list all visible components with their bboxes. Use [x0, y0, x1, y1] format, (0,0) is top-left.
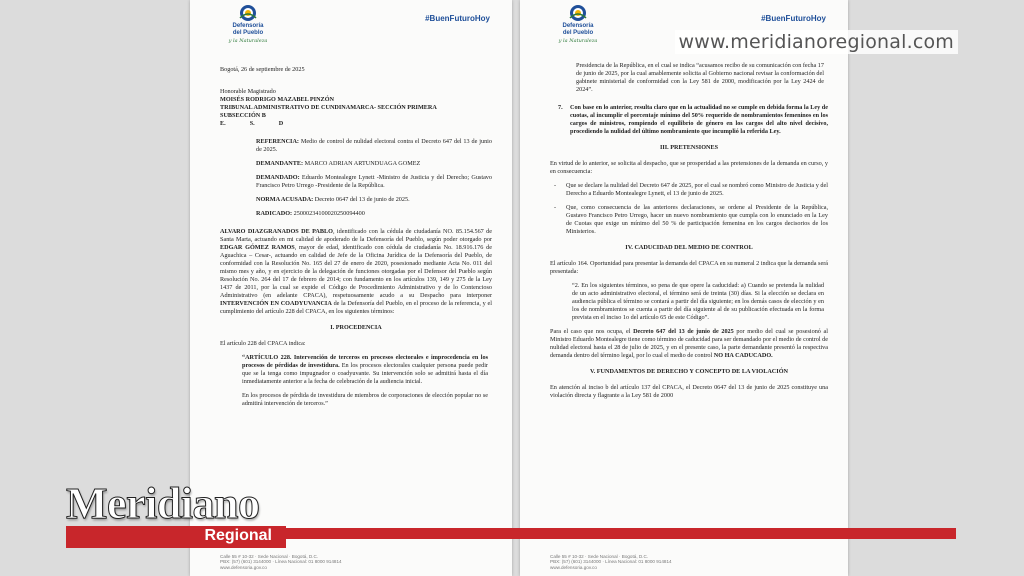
- letter-body: [190, 66, 512, 408]
- footer-line: PBX: (57) (601) 3144000 · Línea Nacional: 01 8000 914814: [220, 559, 342, 564]
- logo-name-line2: del Pueblo: [232, 30, 264, 36]
- item-text: Con base en lo anterior, resulta claro que en la actualidad no se cumple en debida forma la Ley de cuotas, al incumplir el porcentaje mínimo del 50% requerido de nombramientos femeninos en los cargos de ministros, rompiendo el equilibrio de género en los cargos del alto nivel decisivo, procediendo la nulidad del último nombramiento que incumplió la referida Ley.: [570, 104, 828, 135]
- page-header: [190, 0, 512, 52]
- numbered-item-7: [550, 104, 828, 136]
- demandante-field: [256, 160, 492, 168]
- footer-line: Calle 55 # 10-32 · Sede Nacional · Bogotá, D.C.: [220, 553, 319, 559]
- footer-line: www.defensoria.gov.co: [220, 564, 267, 570]
- logo-subtitle: y la Naturaleza: [558, 38, 598, 44]
- brand-subtitle: Regional: [204, 527, 272, 544]
- reference-field: [256, 138, 492, 154]
- bullet-dash: -: [554, 182, 557, 189]
- addressee-line: Honorable Magistrado: [220, 88, 276, 95]
- case-conclusion: NO HA CADUCADO.: [713, 352, 773, 359]
- footer-line: Calle 55 # 10-32 · Sede Nacional · Bogotá, D.C.: [550, 553, 649, 559]
- hashtag: #BuenFuturoHoy: [425, 14, 490, 23]
- radicado-text: 25000234100020250094400: [292, 210, 365, 217]
- bullet-dash: -: [554, 204, 557, 211]
- logo-name-line1: Defensoría: [232, 23, 264, 29]
- document-page-right: [520, 0, 848, 576]
- esd-s: S.: [249, 120, 255, 127]
- demandado-field: [256, 174, 492, 190]
- esd-d: D: [278, 120, 284, 127]
- logo-name-line1: Defensoría: [562, 23, 594, 29]
- pretension-text: Que, como consecuencia de las anteriores declaraciones, se ordene al Presidente de la República, Gustavo Francisco Petro Urrego, hacer un nuevo nombramiento que cumpla con lo enunciado en la Ley de Cuotas que exige un mínimo del 50 % de participación femenina en los cargos decisorios de los Ministerios.: [566, 204, 828, 235]
- brand-name: Meridiano: [66, 479, 260, 528]
- page-footer: [550, 554, 672, 571]
- meridiano-brand-logo: [66, 478, 286, 560]
- letter-body: [520, 104, 848, 400]
- intro-paragraph: [220, 228, 492, 316]
- case-text: por medio del cual se posesionó al Ministro Eduardo Montealegre tiene como término de caducidad para ser demandado por el medio de control de nulidad electoral hasta el 28 de julio de 2025, y en el presente caso, la parte demandante presentó la respectiva demanda dentro del término legal, por lo cual el medio de control: [550, 328, 828, 359]
- section-heading-caducidad: IV. CADUCIDAD DEL MEDIO DE CONTROL: [625, 244, 753, 251]
- defensoria-logo: [224, 4, 272, 44]
- logo-subtitle: y la Naturaleza: [228, 38, 268, 44]
- addressee-line: MOISÉS RODRIGO MAZABEL PINZÓN: [220, 96, 334, 103]
- pretension-item: [550, 182, 828, 198]
- intro-text: , identificado con la cédula de ciudadanía NO. 85.154.567 de Santa Marta, actuando en mi calidad de apoderado de la Defensoría del Pueblo, según poder otorgado por: [220, 228, 492, 243]
- reference-label: REFERENCIA:: [256, 138, 299, 145]
- hashtag: #BuenFuturoHoy: [761, 14, 826, 23]
- addressee-block: [220, 88, 492, 128]
- radicado-field: [256, 210, 492, 218]
- section-heading-procedencia: I. PROCEDENCIA: [330, 324, 382, 331]
- logo-name-line2: del Pueblo: [562, 30, 594, 36]
- esd-e: E.: [220, 120, 226, 127]
- demandante-text: MARCO ADRIAN ARTUNDUAGA GOMEZ: [303, 160, 421, 167]
- defensoria-emblem-icon: [237, 4, 259, 22]
- intro-text: , mayor de edad, identificado con cédula de ciudadanía No. 18.916.176 de Aguachica – Cesar-, actuando en calidad de Jefe de la Oficina Jurídica de la Defensoría del Pueblo, de conformidad con la Resolución No. 165 del 27 de enero de 2020, posesionado mediante Acta No. 011 del mismo mes y año, y en ejercicio de la delegación de funciones otorgadas por el Defensor del Pueblo según Resolución No. 264 del 17 de febrero de 2014; con fundamento en los artículos 139, 149 y 275 de la Ley 1437 de 2011, por la cual se expide el Código de Procedimiento Administrativo y de lo Contencioso Administrativo (en adelante CPACA), respetuosamente acudo a su Despacho para interponer: [220, 244, 492, 299]
- addressee-line: TRIBUNAL ADMINISTRATIVO DE CUNDINAMARCA- SECCIÓN PRIMERA: [220, 104, 437, 111]
- caducidad-quote: “2. En los siguientes términos, so pena de que opere la caducidad: a) Cuando se pretenda la nulidad de un acto administrativo electoral, el término será de treinta (30) días. Si la elección se declara en audiencia pública el término se contará a partir del día siguiente; en los demás casos de elección y en los de nombramientos se cuenta a partir del día siguiente al de su publicación efectuada en la forma prevista en el inciso 1o del artículo 65 de este Código”.: [572, 282, 824, 321]
- radicado-label: RADICADO:: [256, 210, 293, 217]
- article-intro: El artículo 228 del CPACA indica:: [220, 340, 306, 347]
- pretensiones-intro: En virtud de lo anterior, se solicita al despacho, que se prosperidad a las pretensiones de la demanda en curso, y en consecuencia:: [550, 160, 828, 175]
- defensoria-logo: [554, 4, 602, 44]
- website-watermark: www.meridianoregional.com: [675, 30, 958, 54]
- fundamentos-paragraph: En atención al inciso b del artículo 137 del CPACA, el Decreto 0647 del 13 de junio de 2025 constituye una violación directa y flagrante a la Ley 581 de 2000: [550, 384, 828, 399]
- pretension-item: [550, 204, 828, 236]
- case-paragraph: [550, 328, 828, 360]
- norma-label: NORMA ACUSADA:: [256, 196, 314, 203]
- demandado-label: DEMANDADO:: [256, 174, 300, 181]
- defensoria-emblem-icon: [567, 4, 589, 22]
- quote-text: En los procesos electorales cualquier persona puede pedir que se la tenga como impugnador o coadyuvante. Su intervención solo se admitirá hasta el día inmediatamente anterior a la fecha de celebración de la audiencia inicial.: [242, 362, 488, 385]
- demandado-text: Eduardo Montealegre Lynett -Ministro de Justicia y del Derecho; Gustavo Francisco Petro Urrego -Presidente de la República.: [256, 174, 492, 189]
- intervention-type: INTERVENCIÓN EN COADYUVANCIA: [220, 300, 332, 307]
- quote-heading: “ARTÍCULO 228. Intervención de terceros en procesos electorales e improcedencia en los procesos de pérdidas de investidura.: [242, 354, 488, 369]
- article-quote-2: En los procesos de pérdida de investidura de miembros de corporaciones de elección popular no se admitirá intervención de terceros.”: [242, 392, 488, 407]
- brand-red-stripe: [286, 528, 956, 539]
- decree-reference: Decreto 647 del 13 de junio de 2025: [633, 328, 734, 335]
- case-details: [220, 138, 492, 218]
- caducidad-intro: El artículo 164. Oportunidad para presentar la demanda del CPACA en su numeral 2 indica que la demanda será presentada:: [550, 260, 828, 275]
- footer-line: PBX: (57) (601) 3144000 · Línea Nacional: 01 8000 914814: [550, 559, 672, 564]
- demandante-label: DEMANDANTE:: [256, 160, 304, 167]
- letter-date: Bogotá, 26 de septiembre de 2025: [220, 66, 305, 73]
- norma-field: [256, 196, 492, 204]
- article-quote: [220, 354, 492, 386]
- addressee-line: SUBSECCIÓN B: [220, 112, 266, 119]
- pretension-text: Que se declare la nulidad del Decreto 647 de 2025, por el cual se nombró como Ministro de Justicia y del Derecho a Eduardo Montealegre Lynett, el 13 de junio de 2025.: [566, 182, 828, 197]
- attorney-name: ALVARO DIAZGRANADOS DE PABLO: [220, 228, 333, 235]
- case-text: Para el caso que nos ocupa, el: [550, 328, 634, 335]
- intro-text: de la Defensoría del Pueblo, en el proceso de la referencia, y el cumplimiento del artículo 228 del CPACA, en los siguientes términos:: [220, 300, 492, 315]
- item-number: 7.: [558, 104, 563, 111]
- section-heading-pretensiones: III. PRETENSIONES: [659, 144, 719, 151]
- grantor-name: EDGAR GÓMEZ RAMOS: [220, 244, 295, 251]
- section-heading-fundamentos: V. FUNDAMENTOS DE DERECHO Y CONCEPTO DE LA VIOLACIÓN: [590, 368, 788, 375]
- norma-text: Decreto 0647 del 13 de junio de 2025.: [313, 196, 410, 203]
- footer-line: www.defensoria.gov.co: [550, 564, 597, 570]
- esd-line: [220, 120, 492, 128]
- continued-paragraph: Presidencia de la República, en el cual se indica “acusamos recibo de su comunicación con fecha 17 de junio de 2025, por la cual amablemente solicita al Gobierno nacional revisar la conformación del gabinete ministerial de conformidad con la Ley 581 de 2000, modificación por la Ley 2424 de 2024”.: [576, 62, 824, 93]
- reference-text: Medio de control de nulidad electoral contra el Decreto 647 del 13 de junio de 2025.: [256, 138, 492, 153]
